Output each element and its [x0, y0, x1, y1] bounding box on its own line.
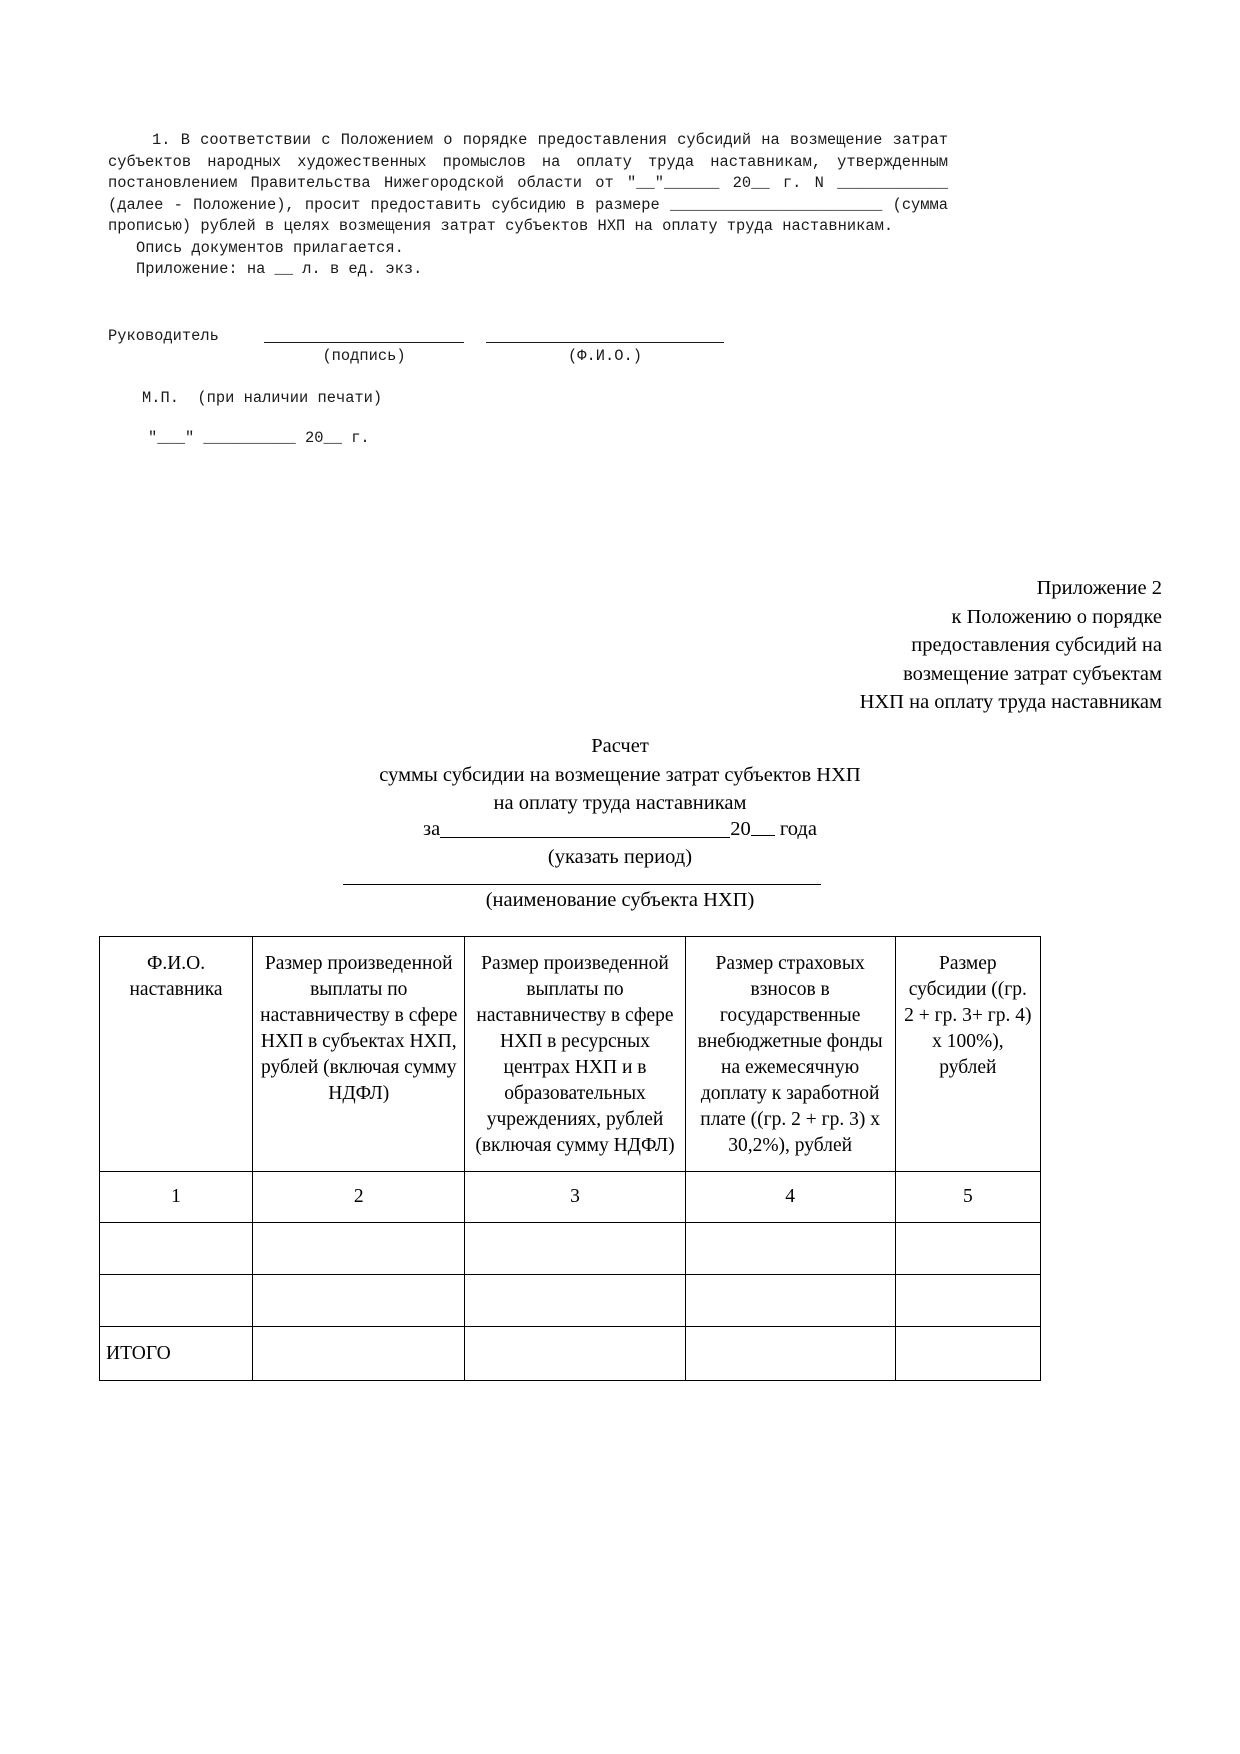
table-row — [100, 1223, 1041, 1275]
table-column-number-row — [100, 1172, 1041, 1223]
calculation-title-line-2: суммы субсидии на возмещение затрат субъектов НХП — [379, 763, 861, 786]
table-cell[interactable] — [253, 1223, 465, 1275]
column-number-4: 4 — [685, 1172, 895, 1223]
table-cell[interactable] — [100, 1275, 253, 1327]
signature-rule-signature — [264, 342, 464, 343]
table-total-row — [100, 1327, 1041, 1381]
table-cell[interactable] — [895, 1275, 1040, 1327]
calculation-title-line-1: Расчет — [591, 735, 649, 757]
table-cell[interactable] — [465, 1223, 685, 1275]
period-year-suffix: года — [779, 818, 817, 840]
letter-date-line: "___" __________ 20__ г. — [148, 429, 370, 447]
appendix-reference-line-4: возмещение затрат субъектам — [903, 662, 1162, 685]
subsidy-calculation-table — [99, 936, 1041, 1381]
signature-caption-fio: (Ф.И.О.) — [568, 347, 642, 365]
column-number-3: 3 — [465, 1172, 685, 1223]
table-total-label: ИТОГО — [100, 1327, 253, 1381]
period-year-prefix: 20 — [730, 818, 751, 840]
stamp-note: М.П. (при наличии печати) — [142, 389, 383, 407]
table-cell[interactable] — [465, 1275, 685, 1327]
table-header-cell-3: Размер произведенной выплаты по наставничеству в сфере НХП в ресурсных центрах НХП и в образовательных учреждениях, рублей (включая сумму НДФЛ) — [465, 937, 685, 1172]
table-header-cell-1: Ф.И.О. наставника — [100, 937, 253, 1172]
table-cell[interactable] — [100, 1223, 253, 1275]
letter-line-inventory: Опись документов прилагается. — [136, 238, 404, 257]
period-line — [98, 815, 1142, 844]
letter-paragraph-1: 1. В соответствии с Положением о порядке предоставления субсидий на возмещение затрат субъектов народных художественных промыслов на оплату труда наставникам, утвержденным постановлением Правительства Нижегородской области от "__"______ 20__ г. N ____________ (далее - Положение), просит предоставить субсидию в размере _______________________ (сумма прописью) рублей в целях возмещения затрат субъектов НХП на оплату труда наставникам. — [108, 131, 948, 235]
signature-caption-signature: (подпись) — [322, 347, 406, 365]
table-total-cell[interactable] — [253, 1327, 465, 1381]
period-input-blank[interactable] — [440, 817, 730, 838]
signature-rule-fio — [486, 342, 724, 343]
subject-name-caption: (наименование субъекта НХП) — [485, 889, 755, 911]
table-cell[interactable] — [895, 1223, 1040, 1275]
table-row — [100, 1275, 1041, 1327]
appendix-reference-line-5: НХП на оплату труда наставникам — [859, 691, 1162, 713]
appendix-reference-line-2: к Положению о порядке — [951, 605, 1162, 628]
calculation-title — [98, 732, 1142, 818]
table-total-cell[interactable] — [685, 1327, 895, 1381]
period-year-blank[interactable] — [751, 819, 775, 836]
period-prefix-label: за — [423, 818, 441, 840]
subject-name-blank[interactable] — [343, 884, 821, 885]
calculation-title-line-3: на оплату труда наставникам — [493, 792, 747, 814]
appendix-reference — [702, 574, 1162, 717]
column-number-5: 5 — [895, 1172, 1040, 1223]
table-header-cell-5: Размер субсидии ((гр. 2 + гр. 3+ гр. 4) х 100%), рублей — [895, 937, 1040, 1172]
appendix-reference-line-1: Приложение 2 — [1036, 577, 1162, 599]
table-cell[interactable] — [253, 1275, 465, 1327]
appendix-reference-line-3: предоставления субсидий на — [911, 634, 1162, 656]
column-number-1: 1 — [100, 1172, 253, 1223]
letter-line-attachment: Приложение: на __ л. в ед. экз. — [136, 260, 423, 278]
period-caption: (указать период) — [547, 846, 693, 868]
table-total-cell[interactable] — [895, 1327, 1040, 1381]
table-header-cell-4: Размер страховых взносов в государственные внебюджетные фонды на ежемесячную доплату к заработной плате ((гр. 2 + гр. 3) х 30,2%), рублей — [685, 937, 895, 1172]
table-total-cell[interactable] — [465, 1327, 685, 1381]
letter-body — [108, 130, 948, 281]
table-cell[interactable] — [685, 1223, 895, 1275]
table-header-cell-2: Размер произведенной выплаты по наставничеству в сфере НХП в субъектах НХП, рублей (включая сумму НДФЛ) — [253, 937, 465, 1172]
table-cell[interactable] — [685, 1275, 895, 1327]
signature-role-label: Руководитель — [108, 327, 219, 345]
table-header-row — [100, 937, 1041, 1172]
column-number-2: 2 — [253, 1172, 465, 1223]
